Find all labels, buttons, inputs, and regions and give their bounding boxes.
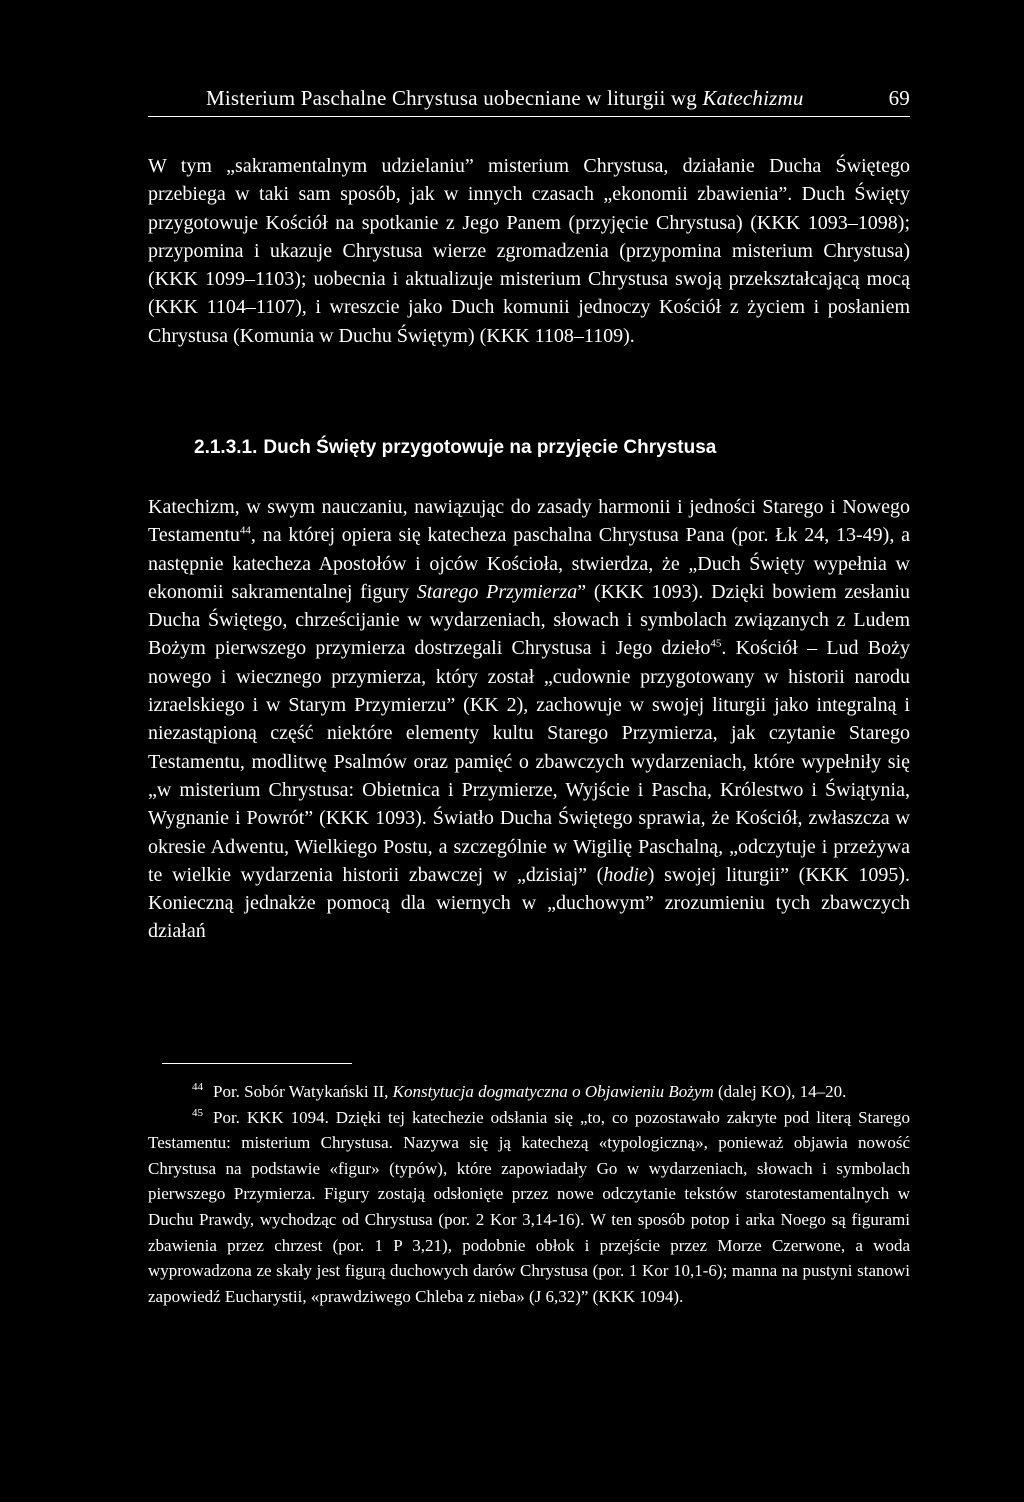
footnote-rule bbox=[162, 1063, 352, 1064]
footnotes bbox=[148, 1079, 910, 1309]
running-title: Misterium Paschalne Chrystusa uobecniane w liturgii wg Katechizmu bbox=[206, 86, 804, 110]
footnote-44: $^{44}$ Por. Sobór Watykański II, Konstytucja dogmatyczna o Objawieniu Bożym (dalej KO), 14–20. bbox=[192, 1081, 847, 1101]
footnote-45: $^{45}$ Por. KKK 1094. Dzięki tej katechezie odsłania się „to, co pozostawało zakryte pod literą Starego Testamentu: misterium Chrystusa. Nazywa się ją katechezą «typologiczną», ponieważ objawia nowość Chrystusa na podstawie «figur» (typów), które zapowiadały Go w wydarzeniach, słowach i symbolach pierwszego Przymierza. Figury zostają odsłonięte przez nowe odczytanie tekstów starotestamentalnych w Duchu Prawdy, wychodząc od Chrystusa (por. 2 Kor 3,14-16). W ten sposób potop i arka Noego są figurami zbawienia przez chrzest (por. 1 P 3,21), podobnie obłok i przejście przez Morze Czerwone, a woda wyprowadzona ze skały jest figurą duchowych darów Chrystusa (por. 1 Kor 10,1-6); manna na pustyni stanowi zapowiedź Eucharystii, «prawdziwego Chleba z nieba» (J 6,32)” (KKK 1094). bbox=[148, 1106, 910, 1306]
footnote-number: 44 bbox=[192, 1081, 203, 1094]
footnote-ref-44[interactable]: 44 bbox=[239, 524, 251, 537]
paragraph-2: Katechizm, w swym nauczaniu, nawiązując do zasady harmonii i jedności Starego i Nowego Testamentu$^{44}$, na której opiera się katecheza paschalna Chrystusa Pana (por. Łk 24, 13-49), a następnie katecheza Apostołów i ojców Kościoła, stwierdza, że „Duch Święty wypełnia w ekonomii sakramentalnej figury Starego Przymierza” (KKK 1093). Dzięki bowiem zesłaniu Ducha Świętego, chrześcijanie w wydarzeniach, słowach i symbolach związanych z Ludem Bożym pierwszego przymierza dostrzegali Chrystusa i Jego dzieło$^{45}$. Kościół – Lud Boży nowego i wiecznego przymierza, który został „cudownie przygotowany w historii narodu izraelskiego i w Starym Przymierzu” (KK 2), zachowuje w swojej liturgii jako integralną i niezastąpioną część niektóre elementy kultu Starego Przymierza, jak czytanie Starego Testamentu, modlitwę Psalmów oraz pamięć o zbawczych wydarzeniach, które wypełniły się „w misterium Chrystusa: Obietnica i Przymierze, Wyjście i Pascha, Królestwo i Świątynia, Wygnanie i Powrót” (KKK 1093). Światło Ducha Świętego sprawia, że Kościół, zwłaszcza w okresie Adwentu, Wielkiego Postu, a szczególnie w Wigilię Paschalną, „odczytuje i przeżywa te wielkie wydarzenia historii zbawczej w „dzisiaj” (hodie) swojej liturgii” (KKK 1095). Konieczną jednakże pomocą dla wiernych w „duchowym” zrozumieniu tych zbawczych działań bbox=[148, 496, 910, 943]
running-head bbox=[148, 86, 910, 116]
header-rule bbox=[148, 116, 910, 117]
running-title-italic: Katechizmu bbox=[702, 86, 804, 110]
section-number: 2.1.3.1. bbox=[194, 437, 258, 458]
section-heading bbox=[194, 437, 716, 459]
paragraph-1: W tym „sakramentalnym udzielaniu” misterium Chrystusa, działanie Ducha Świętego przebiega w taki sam sposób, jak w innych czasach „ekonomii zbawienia”. Duch Święty przygotowuje Kościół na spotkanie z Jego Panem (przyjęcie Chrystusa) (KKK 1093–1098); przypomina i ukazuje Chrystusa wierze zgromadzenia (przypomina misterium Chrystusa) (KKK 1099–1103); uobecnia i aktualizuje misterium Chrystusa swoją przekształcającą mocą (KKK 1104–1107), i wreszcie jako Duch komunii jednoczy Kościół z życiem i posłaniem Chrystusa (Komunia w Duchu Świętym) (KKK 1108–1109). bbox=[148, 155, 910, 347]
footnote-number: 45 bbox=[192, 1106, 203, 1119]
section-title: Duch Święty przygotowuje na przyjęcie Chrystusa bbox=[263, 437, 717, 458]
footnote-ref-45[interactable]: 45 bbox=[710, 637, 722, 650]
page-number: 69 bbox=[888, 86, 910, 110]
